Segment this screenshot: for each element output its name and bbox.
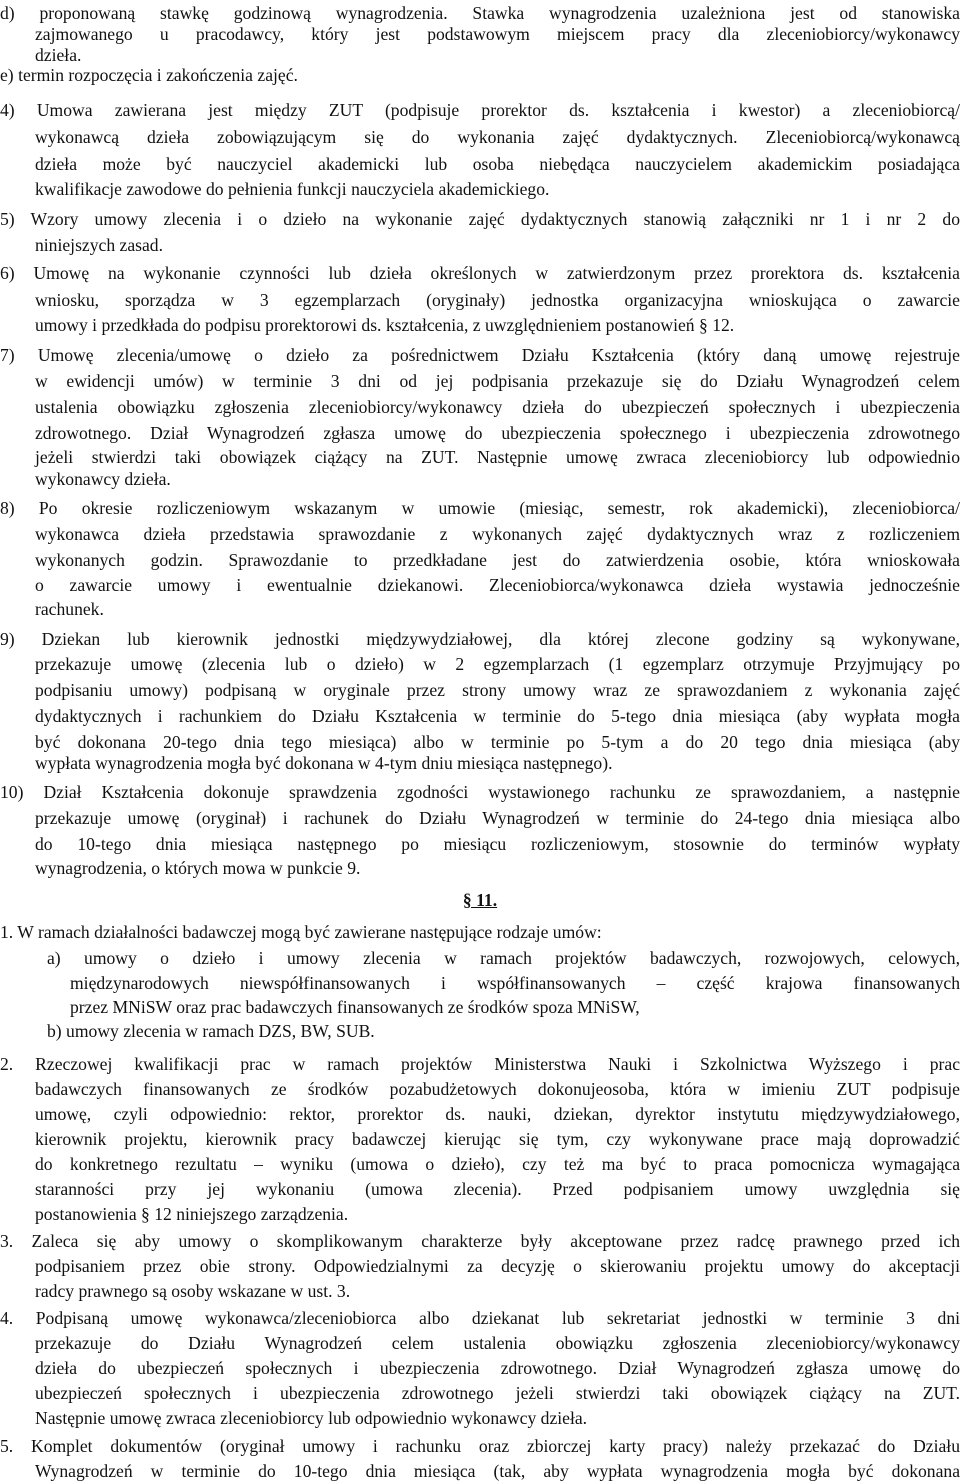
- text-line: 6) Umowę na wykonanie czynności lub dzieła określonych w zatwierdzonym przez prorektora ds. kształcenia: [0, 263, 960, 283]
- text-line: dzieła może być nauczyciel akademicki lub osoba niebędąca nauczycielem akademickim posiadająca: [35, 154, 960, 174]
- text-line: Wynagrodzeń w terminie do 10-tego dnia miesiąca (tak, aby wypłata wynagrodzenia mogła być dokonana: [35, 1461, 960, 1481]
- text-line: 9) Dziekan lub kierownik jednostki międzywydziałowej, dla której zlecone godziny są wykonywane,: [0, 629, 960, 649]
- section-heading-text: § 11.: [462, 890, 498, 910]
- text-line: przekazuje umowę (zlecenia lub o dzieło) w 2 egzemplarzach (1 egzemplarz otrzymuje Przyjmujący po: [35, 654, 960, 674]
- text-line: umowę, czyli odpowiednio: rektor, prorektor ds. nauki, dziekan, dyrektor instytutu międzywydziałowego,: [35, 1104, 960, 1124]
- text-line: ustalenia obowiązku zgłoszenia zleceniobiorcy/wykonawcy dzieła do ubezpieczeń społecznych i ubezpieczenia: [35, 397, 960, 417]
- text-line: a) umowy o dzieło i umowy zlecenia w ramach projektów badawczych, rozwojowych, celowych,: [47, 948, 960, 968]
- text-line: kierownik projektu, kierownik pracy badawczej kierując się tym, czy wykonywane prace mają doprowadzić: [35, 1129, 960, 1149]
- text-line: staranności przy jej wykonaniu (umowa zlecenia). Przed podpisaniem umowy uwzględnia się: [35, 1179, 960, 1199]
- text-line: podpisaniem przez obie strony. Odpowiedzialnymi za decyzję o skierowaniu projektu umowy do akceptacji: [35, 1256, 960, 1276]
- text-line: międzynarodowych niewspółfinansowanych i współfinansowanych – część krajowa finansowanych: [70, 973, 960, 993]
- text-line: być dokonana 20-tego dnia tego miesiąca) albo w terminie po 5-tym a do 20 tego dnia miesiąca (aby: [35, 732, 960, 752]
- text-line: umowy i przedkłada do podpisu prorektorowi ds. kształcenia, z uwzględnieniem postanowień § 12.: [35, 315, 735, 335]
- text-line: b) umowy zlecenia w ramach DZS, BW, SUB.: [47, 1021, 375, 1041]
- text-line: 10) Dział Kształcenia dokonuje sprawdzenia zgodności wystawionego rachunku ze sprawozdaniem, a następnie: [0, 782, 960, 802]
- text-line: 8) Po okresie rozliczeniowym wskazanym w umowie (miesiąc, semestr, rok akademicki), zleceniobiorca/: [0, 498, 960, 518]
- text-line: radcy prawnego są osoby wskazane w ust. 3.: [35, 1281, 351, 1301]
- text-line: wniosku, sporządza w 3 egzemplarzach (oryginały) jednostka organizacyjna wnioskująca o zawarcie: [35, 290, 960, 310]
- text-line: 5. Komplet dokumentów (oryginał umowy i rachunku oraz zbiorczej karty pracy) należy przekazać do Działu: [0, 1436, 960, 1456]
- text-line: kwalifikacje zawodowe do pełnienia funkcji nauczyciela akademickiego.: [35, 179, 550, 199]
- text-line: badawczych finansowanych ze środków pozabudżetowych dokonujeosoba, która w imieniu ZUT podpisuje: [35, 1079, 960, 1099]
- text-line: zdrowotnego. Dział Wynagrodzeń zgłasza umowę do ubezpieczenia społecznego i ubezpieczenia zdrowotnego: [35, 423, 960, 443]
- text-line: rachunek.: [35, 599, 104, 619]
- text-line: dzieła do ubezpieczeń społecznych i ubezpieczenia zdrowotnego. Dział Wynagrodzeń zgłasza umowę do: [35, 1358, 960, 1378]
- text-line: d) proponowaną stawkę godzinową wynagrodzenia. Stawka wynagrodzenia uzależniona jest od stanowiska: [0, 3, 960, 23]
- text-line: ubezpieczeń społecznych i ubezpieczenia zdrowotnego jeżeli stwierdzi taki obowiązek ciążący na ZUT.: [35, 1383, 960, 1403]
- text-line: dydaktycznych i rachunkiem do Działu Kształcenia w terminie do 5-tego dnia miesiąca (aby wypłata mogła: [35, 706, 960, 726]
- text-line: niniejszych zasad.: [35, 235, 163, 255]
- text-line: przez MNiSW oraz prac badawczych finansowanych ze środków spoza MNiSW,: [70, 997, 640, 1017]
- text-line: o zawarcie umowy i ewentualnie dziekanowi. Zleceniobiorca/wykonawca dzieła wystawia jednocześnie: [35, 575, 960, 595]
- text-line: podpisaniu umowy) podpisaną w oryginale przez strony umowy wraz ze sprawozdaniem z wykonania zajęć: [35, 680, 960, 700]
- text-line: do konkretnego rezultatu – wyniku (umowa o dzieło), czy też ma być to praca pomocnicza wymagająca: [35, 1154, 960, 1174]
- text-line: wykonawca dzieła przedstawia sprawozdanie z wykonanych zajęć dydaktycznych wraz z rozliczeniem: [35, 524, 960, 544]
- text-line: postanowienia § 12 niniejszego zarządzenia.: [35, 1204, 349, 1224]
- text-line: 4) Umowa zawierana jest między ZUT (podpisuje prorektor ds. kształcenia i kwestor) a zleceniobiorcą/: [0, 100, 960, 120]
- text-line: dzieła.: [35, 45, 82, 65]
- text-line: Następnie umowę zwraca zleceniobiorcy lub odpowiednio wykonawcy dzieła.: [35, 1408, 588, 1428]
- text-line: wykonanych godzin. Sprawozdanie to przedkładane jest do zatwierdzenia osobie, która wnioskowała: [35, 550, 960, 570]
- text-line: zajmowanego u pracodawcy, który jest podstawowym miejscem pracy dla zleceniobiorcy/wykonawcy: [35, 24, 960, 44]
- text-line: wypłata wynagrodzenia mogła być dokonana w 4-tym dniu miesiąca następnego).: [35, 753, 613, 773]
- text-line: w ewidencji umów) w terminie 3 dni od jej podpisania przekazuje się do Działu Wynagrodzeń celem: [35, 371, 960, 391]
- section-heading: [0, 887, 960, 913]
- text-line: do 10-tego dnia miesiąca następnego po miesiącu rozliczeniowym, stosownie do terminów wypłaty: [35, 834, 960, 854]
- text-line: przekazuje umowę (oryginał) i rachunek do Działu Wynagrodzeń w terminie do 24-tego dnia miesiąca albo: [35, 808, 960, 828]
- text-line: 3. Zaleca się aby umowy o skomplikowanym charakterze były akceptowane przez radcę prawnego przed ich: [0, 1231, 960, 1251]
- text-line: wykonawcą dzieła zobowiązującym się do wykonania zajęć dydaktycznych. Zleceniobiorcą/wykonawcą: [35, 127, 960, 147]
- text-line: 2. Rzeczowej kwalifikacji prac w ramach projektów Ministerstwa Nauki i Szkolnictwa Wyższego i prac: [0, 1054, 960, 1074]
- text-line: wykonawcy dzieła.: [35, 469, 171, 489]
- text-line: wynagrodzenia, o których mowa w punkcie 9.: [35, 858, 361, 878]
- text-line: 1. W ramach działalności badawczej mogą być zawierane następujące rodzaje umów:: [0, 922, 602, 942]
- text-line: 7) Umowę zlecenia/umowę o dzieło za pośrednictwem Działu Kształcenia (który daną umowę rejestruje: [0, 345, 960, 365]
- text-line: 4. Podpisaną umowę wykonawca/zleceniobiorca albo dziekanat lub sekretariat jednostki w terminie 3 dni: [0, 1308, 960, 1328]
- text-line: 5) Wzory umowy zlecenia i o dzieło na wykonanie zajęć dydaktycznych stanowią załączniki nr 1 i nr 2 do: [0, 209, 960, 229]
- text-line: e) termin rozpoczęcia i zakończenia zajęć.: [0, 65, 298, 85]
- text-line: jeżeli stwierdzi taki obowiązek ciążący na ZUT. Następnie umowę zwraca zleceniobiorcy lub odpowiednio: [35, 447, 960, 467]
- text-line: przekazuje do Działu Wynagrodzeń celem ustalenia obowiązku zgłoszenia zleceniobiorcy/wykonawcy: [35, 1333, 960, 1353]
